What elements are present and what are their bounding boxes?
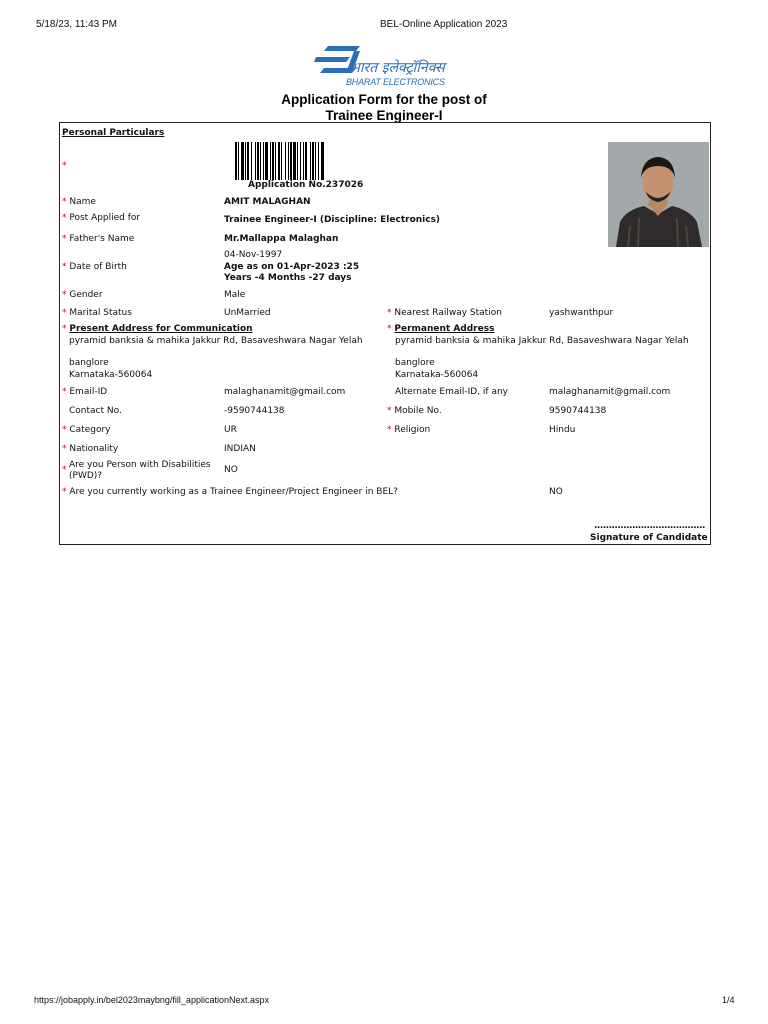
signature-dots: ...................................... — [594, 521, 705, 531]
category-label-text: Category — [69, 425, 111, 435]
mobile-number-value: 9590744138 — [549, 406, 607, 416]
required-marker: * — [62, 387, 67, 397]
print-url: https://jobapply.in/bel2023maybng/fill_applicationNext.aspx — [34, 995, 269, 1005]
present-address-line1: pyramid banksia & mahika Jakkur Rd, Basaveshwara Nagar Yelah — [69, 336, 363, 346]
railway-station-value: yashwanthpur — [549, 308, 614, 318]
alternate-email-label: Alternate Email-ID, if any — [395, 387, 509, 397]
permanent-address-line3: Karnataka-560064 — [395, 370, 479, 380]
age-line2: Years -4 Months -27 days — [224, 273, 352, 283]
required-marker: * — [62, 425, 67, 435]
permanent-address-label — [387, 323, 494, 335]
permanent-address-line1: pyramid banksia & mahika Jakkur Rd, Basaveshwara Nagar Yelah — [395, 336, 689, 346]
application-number: Application No.237026 — [248, 180, 364, 190]
application-barcode — [235, 142, 381, 180]
dob-label — [62, 261, 127, 273]
religion-label — [387, 424, 430, 436]
print-page-number: 1/4 — [722, 995, 735, 1005]
required-marker: * — [62, 444, 67, 454]
barcode-required-marker: * — [62, 161, 67, 171]
form-title-line2: Trainee Engineer-I — [325, 108, 443, 123]
marital-status-value: UnMarried — [224, 308, 271, 318]
marital-status-label-text: Marital Status — [69, 308, 132, 318]
bharat-electronics-logo — [314, 44, 474, 90]
required-marker: * — [62, 290, 67, 300]
railway-station-label-text: Nearest Railway Station — [394, 308, 502, 318]
pwd-label-line1: Are you Person with Disabilities — [69, 460, 211, 470]
dob-value: 04-Nov-1997 — [224, 250, 283, 260]
permanent-address-label-text: Permanent Address — [394, 324, 495, 334]
name-label — [62, 196, 96, 208]
working-in-bel-label-text: Are you currently working as a Trainee Engineer/Project Engineer in BEL? — [69, 487, 398, 497]
section-title-personal-particulars: Personal Particulars — [62, 128, 165, 138]
alternate-email-value: malaghanamit@gmail.com — [549, 387, 671, 397]
present-address-label-text: Present Address for Communication — [69, 324, 253, 334]
signature-label: Signature of Candidate — [590, 533, 708, 543]
candidate-photo — [608, 142, 709, 247]
religion-value: Hindu — [549, 425, 576, 435]
pwd-label-line2: (PWD)? — [69, 471, 103, 481]
logo-english-text: BHARAT ELECTRONICS — [346, 77, 445, 87]
required-marker: * — [62, 197, 67, 207]
name-label-text: Name — [69, 197, 96, 207]
contact-number-value: -9590744138 — [224, 406, 285, 416]
pwd-required-marker: * — [62, 465, 67, 475]
email-value: malaghanamit@gmail.com — [224, 387, 346, 397]
gender-value: Male — [224, 290, 246, 300]
working-in-bel-value: NO — [549, 487, 563, 497]
permanent-address-line2: banglore — [395, 358, 435, 368]
post-label — [62, 212, 140, 224]
contact-number-label: Contact No. — [69, 406, 122, 416]
required-marker: * — [387, 308, 392, 318]
gender-label-text: Gender — [69, 290, 103, 300]
required-marker: * — [62, 213, 67, 223]
working-in-bel-label — [62, 486, 398, 498]
required-marker: * — [387, 324, 392, 334]
pwd-value: NO — [224, 465, 238, 475]
required-marker: * — [62, 262, 67, 272]
required-marker: * — [62, 324, 67, 334]
post-value: Trainee Engineer-I (Discipline: Electronics) — [224, 215, 441, 225]
post-label-text: Post Applied for — [69, 213, 141, 223]
print-page-title: BEL-Online Application 2023 — [380, 19, 508, 30]
present-address-line2: banglore — [69, 358, 109, 368]
age-line1: Age as on 01-Apr-2023 :25 — [224, 262, 360, 272]
required-marker: * — [387, 406, 392, 416]
email-label — [62, 386, 107, 398]
present-address-label — [62, 323, 253, 335]
religion-label-text: Religion — [394, 425, 431, 435]
form-title-line1: Application Form for the post of — [281, 92, 487, 107]
marital-status-label — [62, 307, 132, 319]
required-marker: * — [62, 234, 67, 244]
present-address-line3: Karnataka-560064 — [69, 370, 153, 380]
print-datetime: 5/18/23, 11:43 PM — [36, 19, 117, 30]
nationality-label — [62, 443, 118, 455]
category-value: UR — [224, 425, 237, 435]
required-marker: * — [387, 425, 392, 435]
railway-station-label — [387, 307, 502, 319]
gender-label — [62, 289, 103, 301]
father-name-label-text: Father's Name — [69, 234, 135, 244]
email-label-text: Email-ID — [69, 387, 108, 397]
nationality-label-text: Nationality — [69, 444, 119, 454]
father-name-label — [62, 233, 134, 245]
name-value: AMIT MALAGHAN — [224, 197, 311, 207]
mobile-number-label — [387, 405, 442, 417]
dob-label-text: Date of Birth — [69, 262, 127, 272]
required-marker: * — [62, 487, 67, 497]
nationality-value: INDIAN — [224, 444, 256, 454]
father-name-value: Mr.Mallappa Malaghan — [224, 234, 339, 244]
required-marker: * — [62, 308, 67, 318]
category-label — [62, 424, 111, 436]
mobile-number-label-text: Mobile No. — [394, 406, 442, 416]
logo-hindi-text: भारत इलेक्ट्रॉनिक्स — [350, 60, 445, 76]
